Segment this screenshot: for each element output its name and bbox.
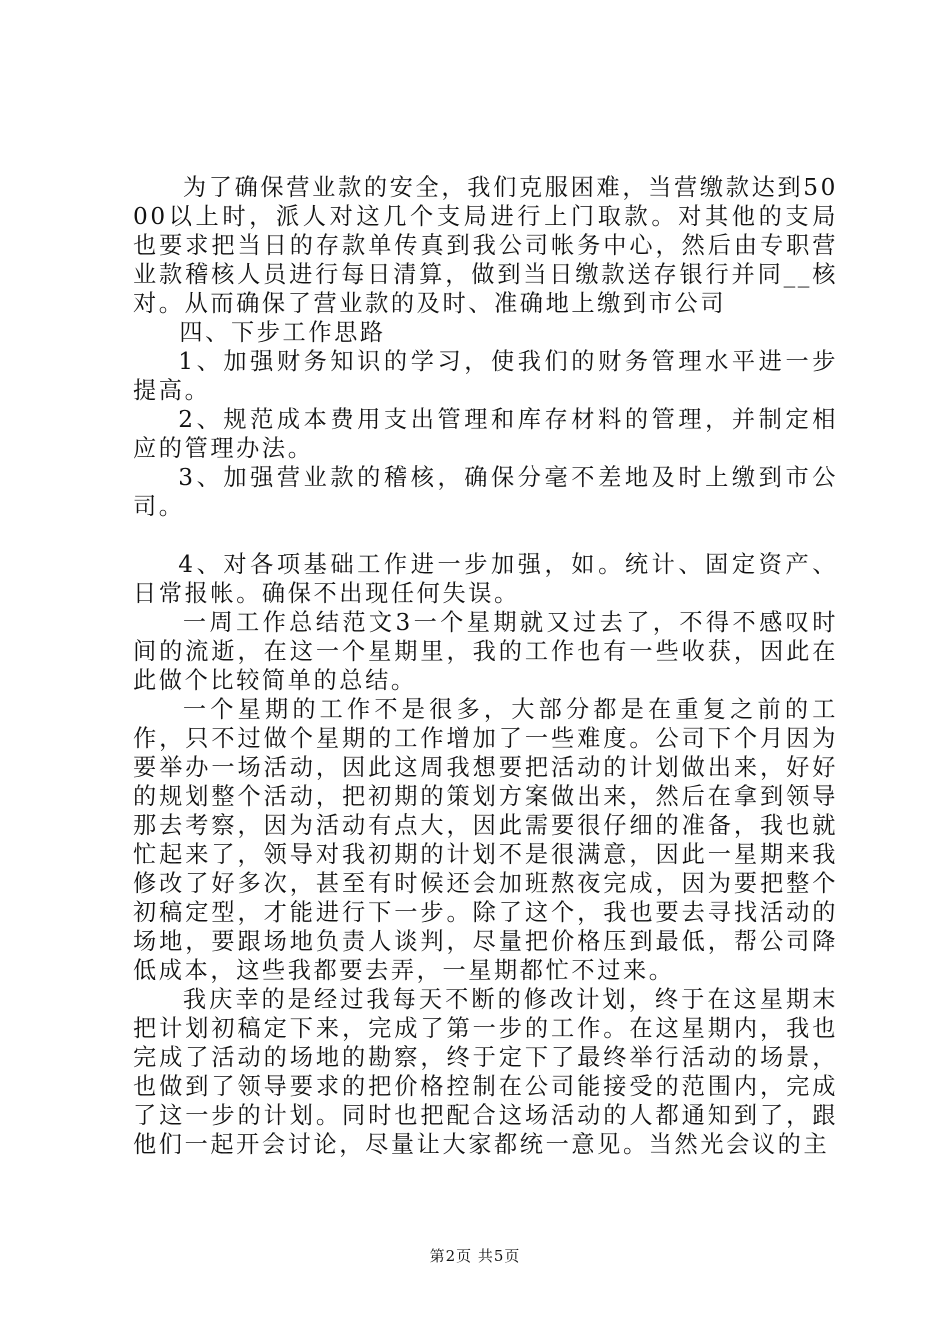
paragraph-weekly-summary-intro: 一周工作总结范文3一个星期就又过去了，不得不感叹时间的流逝，在这一个星期里，我的工作也有一些收获，因此在此做个比较简单的总结。 [133,609,838,694]
list-item-1: 1、加强财务知识的学习，使我们的财务管理水平进一步提高。 [133,348,838,404]
page-number-footer: 第2页 共5页 [429,1247,521,1265]
paragraph-weekly-progress: 我庆幸的是经过我每天不断的修改计划，终于在这星期末把计划初稿定下来，完成了第一步的工作。在这星期内，我也完成了活动的场地的勘察，终于定下了最终举行活动的场景，也做到了领导要求的把价格控制在公司能接受的范围内，完成了这一步的计划。同时也把配合这场活动的人都通知到了，跟他们一起开会讨论，尽量让大家都统一意见。当然光会议的主 [133,986,838,1158]
section-heading-next-steps: 四、下步工作思路 [179,319,386,346]
list-item-4: 4、对各项基础工作进一步加强，如。统计、固定资产、日常报帐。确保不出现任何失误。 [133,551,838,607]
document-body [133,173,838,1159]
paragraph-weekly-work: 一个星期的工作不是很多，大部分都是在重复之前的工作，只不过做个星期的工作增加了一些难度。公司下个月因为要举办一场活动，因此这周我想要把活动的计划做出来，好好的规划整个活动，把初期的策划方案做出来，然后在拿到领导那去考察，因为活动有点大，因此需要很仔细的准备，我也就忙起来了，领导对我初期的计划不是很满意，因此一星期来我修改了好多次，甚至有时候还会加班熬夜完成，因为要把整个初稿定型，才能进行下一步。除了这个，我也要去寻找活动的场地，要跟场地负责人谈判，尽量把价格压到最低，帮公司降低成本，这些我都要去弄，一星期都忙不过来。 [133,696,838,984]
list-item-3: 3、加强营业款的稽核，确保分毫不差地及时上缴到市公司。 [133,464,838,520]
paragraph-revenue-safety: 为了确保营业款的安全，我们克服困难，当营缴款达到5000以上时，派人对这几个支局进行上门取款。对其他的支局也要求把当日的存款单传真到我公司帐务中心，然后由专职营业款稽核人员进行每日清算，做到当日缴款送存银行并同__核对。从而确保了营业款的及时、准确地上缴到市公司 [133,174,839,317]
list-item-2: 2、规范成本费用支出管理和库存材料的管理，并制定相应的管理办法。 [133,406,838,462]
